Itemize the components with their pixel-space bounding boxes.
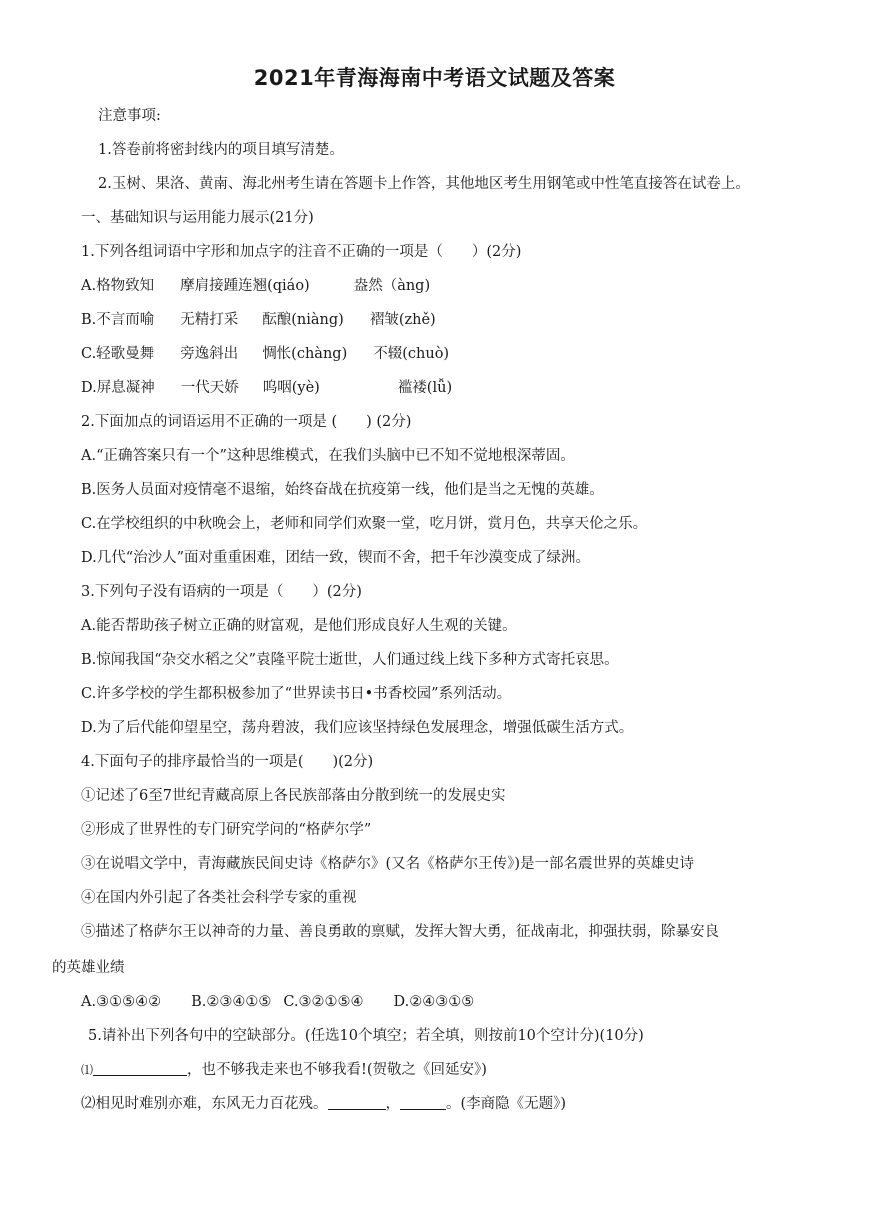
q5-item-2-end: 。(李商隐《无题》) (446, 1096, 567, 1112)
question-1-stem: 1.下列各组词语中字形和加点字的注音不正确的一项是（ ）(2分) (81, 244, 522, 260)
q4-sentence-1: ①记述了6至7世纪青藏高原上各民族部落由分散到统一的发展史实 (81, 788, 506, 804)
q3-option-b: B.惊闻我国“杂交水稻之父”袁隆平院士逝世，人们通过线上线下多种方式寄托哀思。 (81, 652, 619, 668)
q4-option-d: D.②④③①⑤ (393, 994, 475, 1010)
q1-b-word1: B.不言而喻 (81, 312, 155, 328)
q2-option-a: A.“正确答案只有一个”这种思维模式，在我们头脑中已不知不觉地根深蒂固。 (81, 448, 575, 464)
q4-option-a: A.③①⑤④② (81, 994, 162, 1010)
q4-sentence-5-cont: 的英雄业绩 (52, 960, 125, 976)
fill-blank[interactable] (328, 1095, 386, 1110)
q5-item-1-text: ，也不够我走来也不够我看!(贺敬之《回延安》) (187, 1062, 487, 1078)
q2-option-b: B.医务人员面对疫情毫不退缩，始终奋战在抗疫第一线，他们是当之无愧的英雄。 (81, 482, 604, 498)
q1-c-word4: 不辍(chuò) (373, 346, 450, 362)
q1-b-word4: 褶皱(zhě) (369, 312, 436, 328)
question-2-stem: 2.下面加点的词语运用不正确的一项是 ( ) (2分) (81, 414, 412, 430)
page-title: 2021年青海海南中考语文试题及答案 (253, 66, 616, 90)
question-4-stem: 4.下面句子的排序最恰当的一项是( )(2分) (81, 754, 374, 770)
q2-option-d: D.几代“治沙人”面对重重困难，团结一致，锲而不舍，把千年沙漠变成了绿洲。 (81, 550, 591, 566)
notice-item-2: 2.玉树、果洛、黄南、海北州考生请在答题卡上作答，其他地区考生用钢笔或中性笔直接答在试卷上。 (98, 176, 750, 192)
q5-item-2-separator: ， (385, 1096, 400, 1112)
q1-option-d (81, 378, 452, 398)
q4-sentence-4: ④在国内外引起了各类社会科学专家的重视 (81, 890, 357, 906)
q1-d-word2: 一代天娇 (180, 380, 239, 396)
question-3-stem: 3.下列句子没有语病的一项是（ ）(2分) (81, 584, 362, 600)
q4-options (81, 992, 474, 1012)
q4-sentence-3: ③在说唱文学中，青海藏族民间史诗《格萨尔》(又名《格萨尔王传》)是一部名震世界的英雄史诗 (81, 856, 695, 872)
q1-b-word3: 酝酿(niàng) (262, 312, 344, 328)
q3-option-d: D.为了后代能仰望星空，荡舟碧波，我们应该坚持绿色发展理念，增强低碳生活方式。 (81, 720, 634, 736)
q5-item-1 (81, 1060, 487, 1080)
q2-option-c: C.在学校组织的中秋晚会上，老师和同学们欢聚一堂，吃月饼，赏月色，共享天伦之乐。 (81, 516, 648, 532)
q1-d-word4: 褴褛(lǚ) (397, 380, 453, 396)
q3-option-a: A.能否帮助孩子树立正确的财富观，是他们形成良好人生观的关键。 (81, 618, 517, 634)
q4-option-b: B.②③④①⑤ (191, 994, 272, 1010)
q5-item-2-text: ⑵相见时难别亦难，东风无力百花残。 (81, 1096, 328, 1112)
q5-item-1-number: ⑴ (81, 1063, 94, 1077)
q1-option-a (81, 276, 430, 296)
q1-a-word1: A.格物致知 (81, 278, 155, 294)
q1-option-c (81, 344, 449, 364)
q1-option-b (81, 310, 436, 330)
fill-blank[interactable] (400, 1095, 446, 1110)
q1-c-word2: 旁逸斜出 (180, 346, 239, 362)
q4-option-c: C.③②①⑤④ (283, 994, 364, 1010)
q1-c-word3: 惆怅(chàng) (262, 346, 348, 362)
q1-b-word2: 无精打采 (180, 312, 239, 328)
q1-a-word2: 摩肩接踵连翘(qiáo) (180, 278, 310, 294)
q4-sentence-2: ②形成了世界性的专门研究学问的“格萨尔学” (81, 822, 372, 838)
notice-item-1: 1.答卷前将密封线内的项目填写清楚。 (98, 142, 344, 158)
q4-sentence-5: ⑤描述了格萨尔王以神奇的力量、善良勇敢的禀赋，发挥大智大勇，征战南北，抑强扶弱，除暴安良 (81, 924, 719, 940)
q1-a-word3: 盎然（àng) (353, 278, 431, 294)
q1-c-word1: C.轻歌曼舞 (81, 346, 155, 362)
q3-option-c: C.许多学校的学生都积极参加了“世界读书日•书香校园”系列活动。 (81, 686, 512, 702)
fill-blank[interactable] (93, 1061, 187, 1076)
section-heading: 一、基础知识与运用能力展示(21分) (81, 210, 314, 226)
notice-heading: 注意事项: (98, 108, 161, 124)
q1-d-word3: 呜咽(yè) (262, 380, 320, 396)
q5-item-2 (81, 1094, 566, 1114)
q1-d-word1: D.屏息凝神 (81, 380, 155, 396)
question-5-stem: 5.请补出下列各句中的空缺部分。(任选10个填空；若全填，则按前10个空计分)(10分) (88, 1028, 644, 1044)
